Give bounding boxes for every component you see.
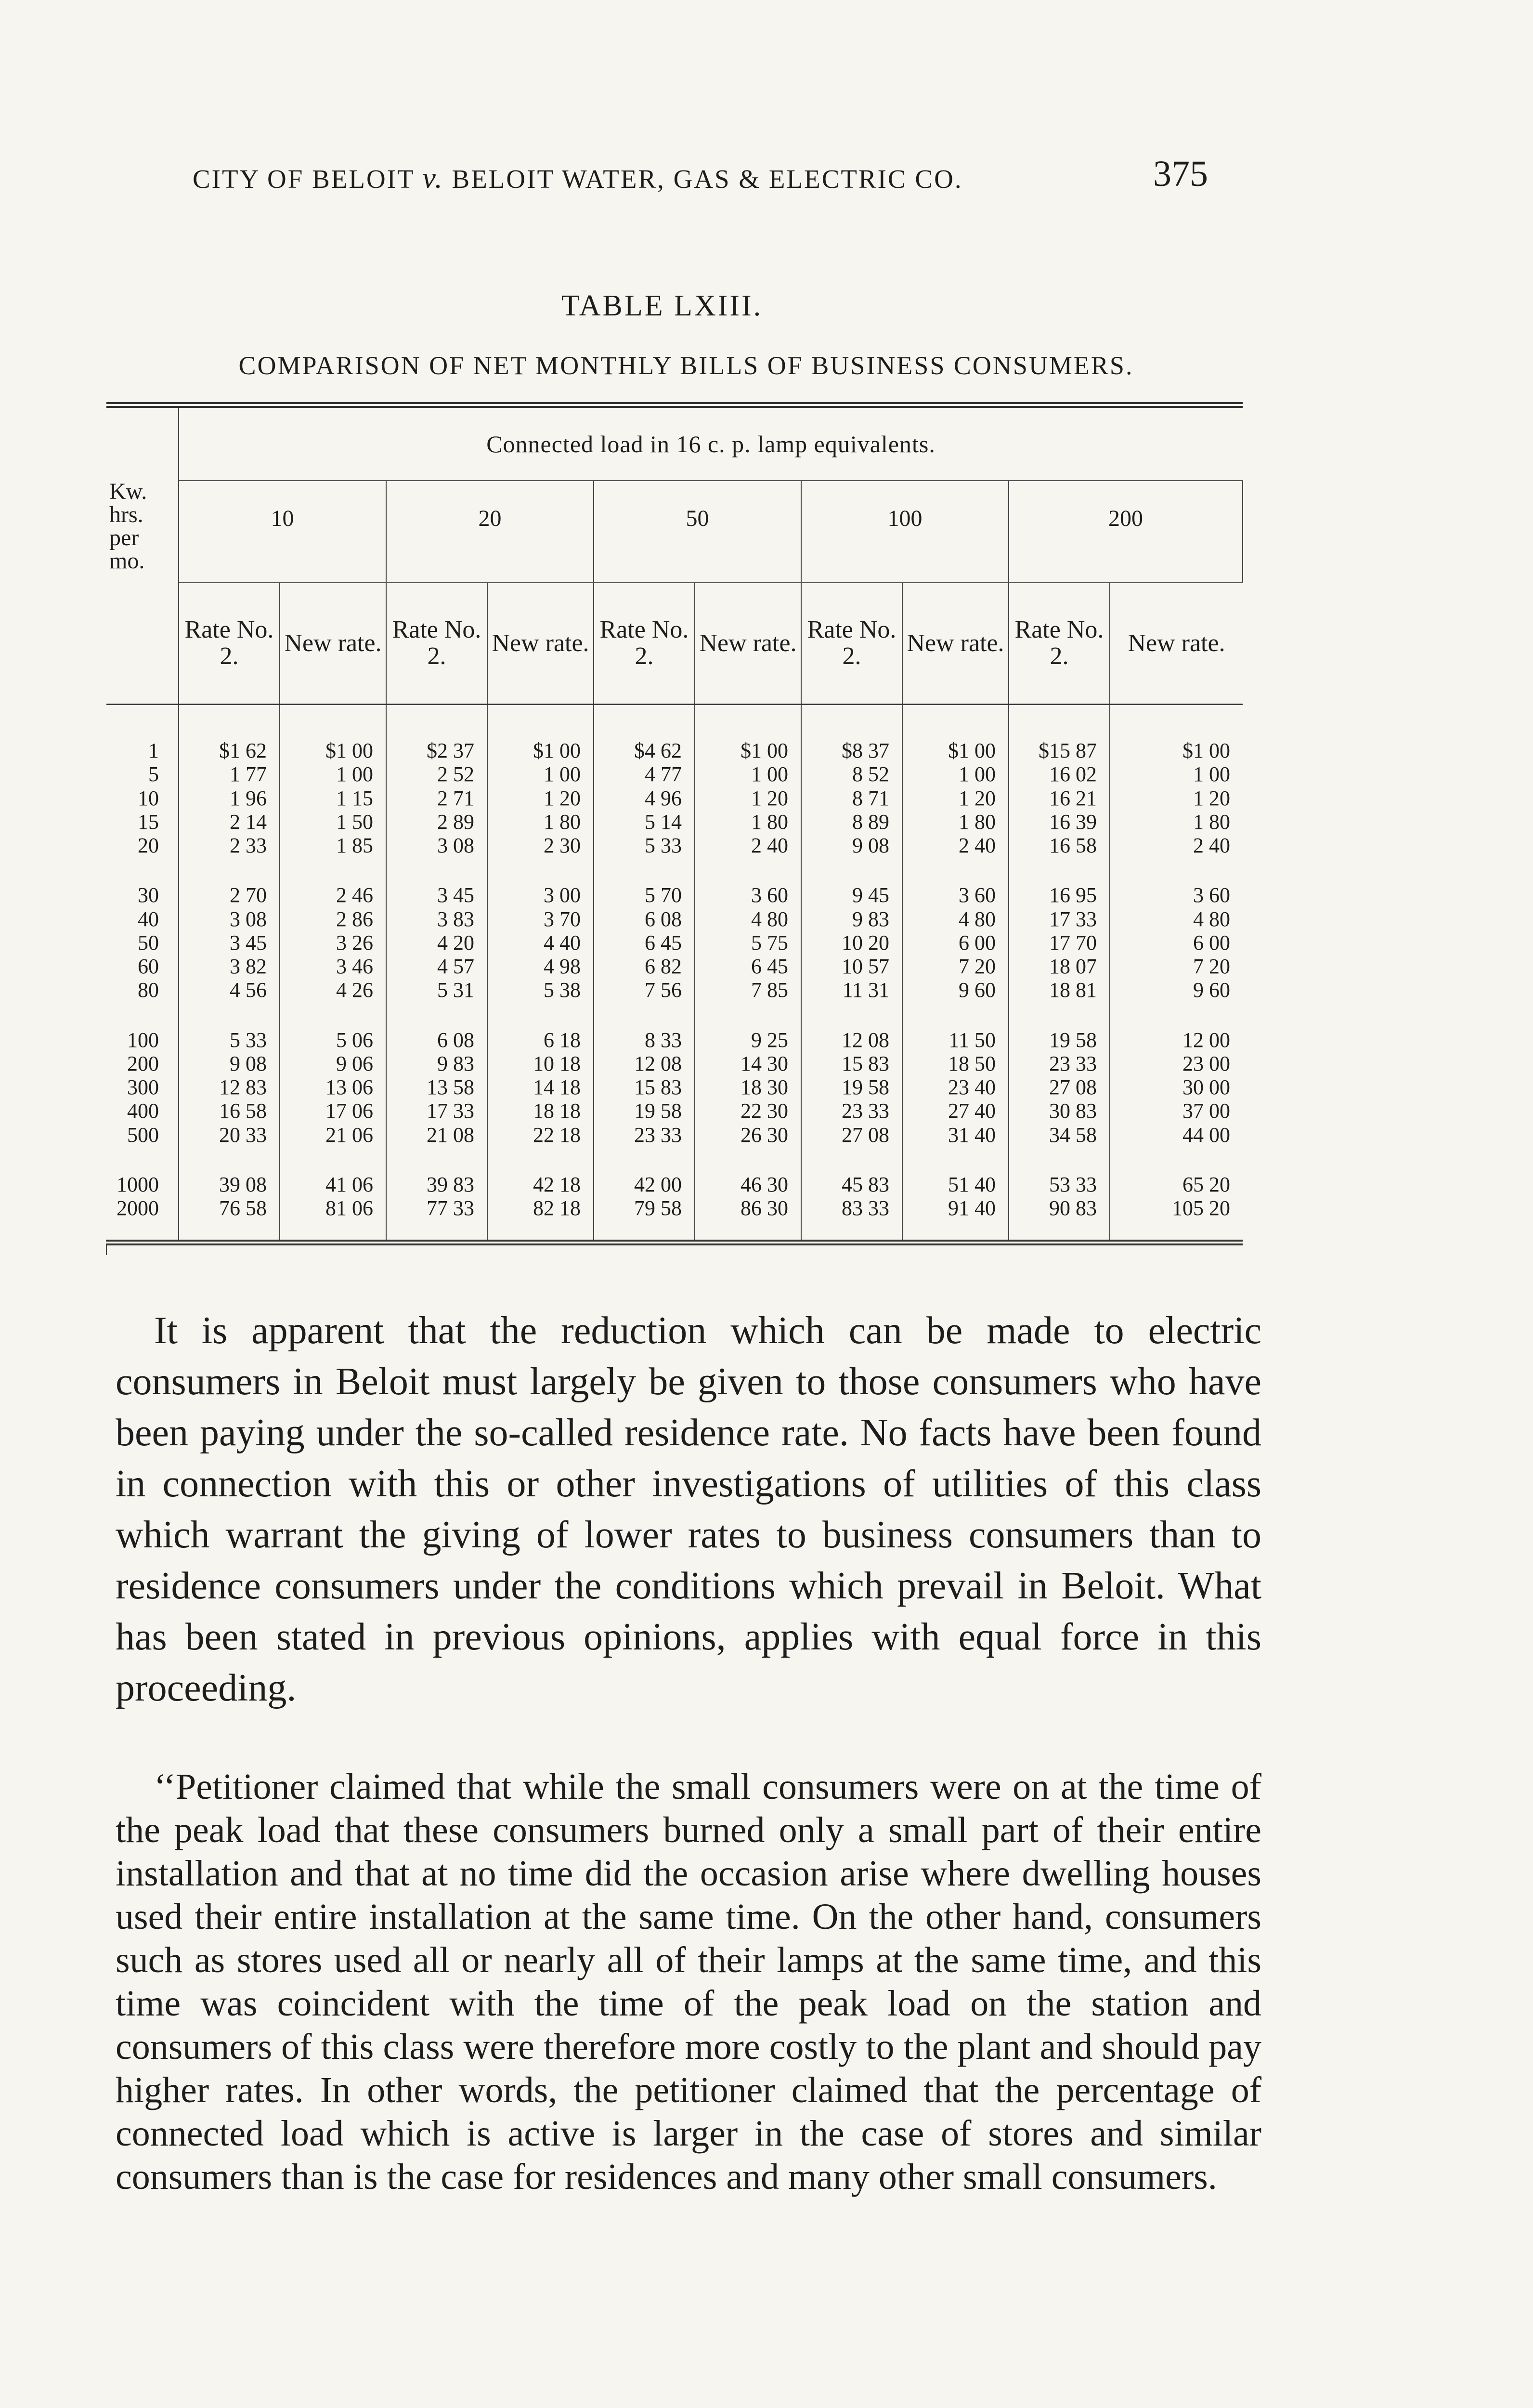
rate-no-2-cell: 9 83: [386, 1052, 487, 1075]
new-rate-cell: 9 25: [695, 1002, 801, 1052]
new-rate-cell: 1 00: [280, 762, 386, 786]
new-rate-cell: 1 20: [1110, 786, 1243, 810]
new-rate-cell: 41 06: [280, 1147, 386, 1196]
rate-no-2-cell: 4 77: [594, 762, 695, 786]
rate-no-2-cell: 10 57: [801, 955, 902, 978]
rate-no-2-cell: 17 33: [1009, 907, 1110, 931]
rate-no-2-cell: 27 08: [801, 1123, 902, 1147]
table-row: [106, 705, 1243, 763]
rate-no-2-cell: 4 96: [594, 786, 695, 810]
rate-no-2-cell: 2 71: [386, 786, 487, 810]
rate-no-2-cell: 8 52: [801, 762, 902, 786]
new-rate-cell: 1 80: [1110, 810, 1243, 834]
new-rate-cell: 9 60: [902, 978, 1009, 1002]
rate-no-2-cell: 17 70: [1009, 931, 1110, 955]
new-rate-cell: 2 40: [1110, 834, 1243, 857]
body-paragraph-1: [116, 1305, 1261, 1714]
rate-no-2-cell: 39 83: [386, 1147, 487, 1196]
new-rate-cell: 2 46: [280, 857, 386, 907]
rate-no-2-cell: 77 33: [386, 1196, 487, 1242]
rate-no-2-cell: 3 08: [386, 834, 487, 857]
table-row: [106, 907, 1243, 931]
rate-no-2-cell: $15 87: [1009, 705, 1110, 763]
new-rate-cell: 1 00: [487, 762, 594, 786]
new-rate-cell: 1 50: [280, 810, 386, 834]
table-row: [106, 1196, 1243, 1242]
rate-no-2-cell: 6 08: [386, 1002, 487, 1052]
new-rate-cell: 4 80: [902, 907, 1009, 931]
rate-no-2-cell: 12 08: [594, 1052, 695, 1075]
new-rate-cell: 65 20: [1110, 1147, 1243, 1196]
new-rate-cell: 4 40: [487, 931, 594, 955]
rate-no-2-cell: 30 83: [1009, 1099, 1110, 1123]
table-row: [106, 931, 1243, 955]
table-row: [106, 1099, 1243, 1123]
running-head-left: CITY OF BELOIT: [193, 164, 423, 194]
rate-no-2-cell: 19 58: [801, 1075, 902, 1099]
new-rate-cell: 82 18: [487, 1196, 594, 1242]
rate-no-2-cell: 6 08: [594, 907, 695, 931]
kw-hrs-cell: 15: [106, 810, 179, 834]
new-rate-header: New rate.: [1110, 583, 1243, 705]
table-row: [106, 1002, 1243, 1052]
new-rate-header: New rate.: [695, 583, 801, 705]
new-rate-cell: 51 40: [902, 1147, 1009, 1196]
new-rate-cell: 23 40: [902, 1075, 1009, 1099]
running-head: [193, 161, 1252, 196]
rate-no-2-cell: 5 14: [594, 810, 695, 834]
new-rate-cell: 2 86: [280, 907, 386, 931]
kw-hrs-cell: 100: [106, 1002, 179, 1052]
rate-no-2-cell: 45 83: [801, 1147, 902, 1196]
rate-no-2-header: Rate No. 2.: [386, 583, 487, 705]
rate-no-2-cell: 2 70: [179, 857, 280, 907]
rate-no-2-cell: 42 00: [594, 1147, 695, 1196]
new-rate-cell: $1 00: [280, 705, 386, 763]
kw-hrs-cell: 20: [106, 834, 179, 857]
rate-no-2-cell: 23 33: [1009, 1052, 1110, 1075]
rate-no-2-cell: 3 08: [179, 907, 280, 931]
rate-no-2-cell: 3 45: [386, 857, 487, 907]
rate-no-2-cell: 17 33: [386, 1099, 487, 1123]
new-rate-cell: 3 60: [695, 857, 801, 907]
rate-no-2-cell: 10 20: [801, 931, 902, 955]
new-rate-cell: 1 00: [695, 762, 801, 786]
new-rate-cell: 22 30: [695, 1099, 801, 1123]
rate-no-2-cell: 1 77: [179, 762, 280, 786]
rate-no-2-cell: 9 08: [801, 834, 902, 857]
new-rate-cell: 7 85: [695, 978, 801, 1002]
rate-no-2-cell: 5 31: [386, 978, 487, 1002]
table-row: [106, 1147, 1243, 1196]
load-header-100: 100: [801, 481, 1009, 583]
table-title: TABLE LXIII.: [561, 289, 763, 322]
new-rate-cell: 3 00: [487, 857, 594, 907]
rate-no-2-cell: 11 31: [801, 978, 902, 1002]
table-row: [106, 1075, 1243, 1099]
new-rate-cell: 1 00: [902, 762, 1009, 786]
rate-no-2-header: Rate No. 2.: [179, 583, 280, 705]
rate-no-2-cell: 3 82: [179, 955, 280, 978]
running-head-right: BELOIT WATER, GAS & ELECTRIC CO.: [443, 164, 963, 194]
table-row: [106, 857, 1243, 907]
kw-hrs-cell: 30: [106, 857, 179, 907]
load-header-20: 20: [386, 481, 594, 583]
kw-hrs-cell: 5: [106, 762, 179, 786]
new-rate-cell: 22 18: [487, 1123, 594, 1147]
new-rate-cell: 1 20: [902, 786, 1009, 810]
rate-no-2-cell: 34 58: [1009, 1123, 1110, 1147]
rate-no-2-cell: 20 33: [179, 1123, 280, 1147]
rate-no-2-cell: $8 37: [801, 705, 902, 763]
new-rate-cell: 5 75: [695, 931, 801, 955]
rate-no-2-cell: 16 58: [1009, 834, 1110, 857]
rate-no-2-cell: 1 96: [179, 786, 280, 810]
new-rate-cell: 4 98: [487, 955, 594, 978]
load-header-200: 200: [1009, 481, 1243, 583]
new-rate-cell: 1 80: [487, 810, 594, 834]
rate-no-2-cell: 53 33: [1009, 1147, 1110, 1196]
new-rate-cell: $1 00: [902, 705, 1009, 763]
kw-hrs-cell: 1: [106, 705, 179, 763]
comparison-table: [106, 402, 1243, 1255]
kw-hrs-cell: 300: [106, 1075, 179, 1099]
new-rate-cell: 4 26: [280, 978, 386, 1002]
rate-no-2-cell: 21 08: [386, 1123, 487, 1147]
new-rate-cell: 81 06: [280, 1196, 386, 1242]
new-rate-cell: 30 00: [1110, 1075, 1243, 1099]
new-rate-cell: 31 40: [902, 1123, 1009, 1147]
new-rate-cell: 7 20: [902, 955, 1009, 978]
new-rate-cell: 26 30: [695, 1123, 801, 1147]
body-paragraph-2: [116, 1765, 1261, 2199]
rate-no-2-cell: 9 83: [801, 907, 902, 931]
rate-no-2-cell: 8 33: [594, 1002, 695, 1052]
rate-no-2-cell: 2 89: [386, 810, 487, 834]
new-rate-header: New rate.: [902, 583, 1009, 705]
rate-no-2-cell: 18 07: [1009, 955, 1110, 978]
new-rate-cell: 37 00: [1110, 1099, 1243, 1123]
new-rate-cell: 10 18: [487, 1052, 594, 1075]
new-rate-cell: 5 06: [280, 1002, 386, 1052]
rate-no-2-cell: $1 62: [179, 705, 280, 763]
rate-no-2-header: Rate No. 2.: [801, 583, 902, 705]
new-rate-cell: 2 40: [695, 834, 801, 857]
rate-no-2-cell: 76 58: [179, 1196, 280, 1242]
new-rate-cell: 4 80: [695, 907, 801, 931]
rate-no-2-cell: 12 83: [179, 1075, 280, 1099]
rate-no-2-cell: 15 83: [594, 1075, 695, 1099]
rate-no-2-cell: 16 21: [1009, 786, 1110, 810]
rate-no-2-cell: 5 33: [594, 834, 695, 857]
new-rate-cell: 1 00: [1110, 762, 1243, 786]
kw-hrs-cell: 60: [106, 955, 179, 978]
new-rate-cell: 6 18: [487, 1002, 594, 1052]
new-rate-cell: 6 00: [902, 931, 1009, 955]
new-rate-cell: 6 45: [695, 955, 801, 978]
new-rate-cell: 86 30: [695, 1196, 801, 1242]
table-row: [106, 1052, 1243, 1075]
rate-no-2-cell: 2 52: [386, 762, 487, 786]
rate-no-2-cell: 23 33: [801, 1099, 902, 1123]
rate-no-2-cell: 16 39: [1009, 810, 1110, 834]
new-rate-cell: 18 18: [487, 1099, 594, 1123]
new-rate-cell: 46 30: [695, 1147, 801, 1196]
new-rate-cell: 2 40: [902, 834, 1009, 857]
new-rate-cell: 4 80: [1110, 907, 1243, 931]
kw-hrs-cell: 40: [106, 907, 179, 931]
new-rate-cell: 17 06: [280, 1099, 386, 1123]
rate-no-2-cell: 19 58: [594, 1099, 695, 1123]
table-row: [106, 955, 1243, 978]
new-rate-cell: 1 20: [695, 786, 801, 810]
rate-no-2-cell: 15 83: [801, 1052, 902, 1075]
rate-no-2-cell: 19 58: [1009, 1002, 1110, 1052]
rate-no-2-cell: 8 71: [801, 786, 902, 810]
table-row: [106, 978, 1243, 1002]
rate-no-2-cell: 83 33: [801, 1196, 902, 1242]
kw-hrs-cell: 400: [106, 1099, 179, 1123]
rate-no-2-cell: 39 08: [179, 1147, 280, 1196]
rate-no-2-cell: 9 45: [801, 857, 902, 907]
rate-no-2-cell: 6 45: [594, 931, 695, 955]
kw-hrs-cell: 50: [106, 931, 179, 955]
rate-no-2-cell: 4 20: [386, 931, 487, 955]
new-rate-cell: 9 60: [1110, 978, 1243, 1002]
new-rate-cell: 42 18: [487, 1147, 594, 1196]
new-rate-cell: 3 60: [1110, 857, 1243, 907]
rate-no-2-cell: 4 57: [386, 955, 487, 978]
table-body: [106, 705, 1243, 1243]
rate-no-2-cell: 9 08: [179, 1052, 280, 1075]
rate-no-2-cell: $2 37: [386, 705, 487, 763]
rate-no-2-cell: 3 45: [179, 931, 280, 955]
new-rate-cell: $1 00: [487, 705, 594, 763]
load-header-10: 10: [179, 481, 386, 583]
new-rate-cell: 14 18: [487, 1075, 594, 1099]
new-rate-cell: 13 06: [280, 1075, 386, 1099]
table-row: [106, 810, 1243, 834]
kw-hrs-cell: 1000: [106, 1147, 179, 1196]
new-rate-cell: 21 06: [280, 1123, 386, 1147]
new-rate-cell: 1 15: [280, 786, 386, 810]
table-subtitle: COMPARISON OF NET MONTHLY BILLS OF BUSINESS CONSUMERS.: [238, 351, 1134, 380]
paragraph-text: It is apparent that the reduction which can be made to electric consumers in Beloit must largely be given to those consumers who have been paying under the so-called residence rate. No facts have been found in connection with this or other investigations of utilities of this class which warrant the giving of lower rates to business consumers than to residence consumers under the conditions which prevail in Beloit. What has been stated in previous opinions, applies with equal force in this proceeding.: [116, 1309, 1261, 1709]
new-rate-cell: 5 38: [487, 978, 594, 1002]
new-rate-cell: 1 20: [487, 786, 594, 810]
new-rate-cell: 7 20: [1110, 955, 1243, 978]
new-rate-cell: 27 40: [902, 1099, 1009, 1123]
rate-no-2-cell: 5 70: [594, 857, 695, 907]
rate-no-2-cell: 4 56: [179, 978, 280, 1002]
new-rate-header: New rate.: [487, 583, 594, 705]
rate-no-2-cell: 23 33: [594, 1123, 695, 1147]
new-rate-cell: $1 00: [1110, 705, 1243, 763]
load-header-50: 50: [594, 481, 801, 583]
table-row: [106, 786, 1243, 810]
rate-no-2-cell: 79 58: [594, 1196, 695, 1242]
new-rate-cell: 3 70: [487, 907, 594, 931]
new-rate-cell: 3 26: [280, 931, 386, 955]
rate-no-2-cell: 27 08: [1009, 1075, 1110, 1099]
rate-no-2-cell: $4 62: [594, 705, 695, 763]
new-rate-cell: 9 06: [280, 1052, 386, 1075]
kw-hrs-cell: 10: [106, 786, 179, 810]
rate-no-2-header: Rate No. 2.: [594, 583, 695, 705]
new-rate-header: New rate.: [280, 583, 386, 705]
kw-hrs-cell: 2000: [106, 1196, 179, 1242]
connected-load-header: Connected load in 16 c. p. lamp equivalents.: [179, 405, 1243, 481]
rate-no-2-cell: 90 83: [1009, 1196, 1110, 1242]
kw-hrs-cell: 200: [106, 1052, 179, 1075]
rate-no-2-cell: 18 81: [1009, 978, 1110, 1002]
table-row: [106, 834, 1243, 857]
rate-no-2-cell: 12 08: [801, 1002, 902, 1052]
rate-no-2-cell: 5 33: [179, 1002, 280, 1052]
new-rate-cell: 1 85: [280, 834, 386, 857]
new-rate-cell: 18 30: [695, 1075, 801, 1099]
new-rate-cell: 91 40: [902, 1196, 1009, 1242]
table-row: [106, 1123, 1243, 1147]
kw-hrs-header: Kw. hrs. per mo.: [106, 405, 179, 705]
rate-no-2-cell: 13 58: [386, 1075, 487, 1099]
rate-no-2-cell: 8 89: [801, 810, 902, 834]
table-bottom-rule: [106, 1243, 1243, 1255]
rate-no-2-header: Rate No. 2.: [1009, 583, 1110, 705]
new-rate-cell: 1 80: [695, 810, 801, 834]
rate-no-2-cell: 2 14: [179, 810, 280, 834]
rate-no-2-cell: 7 56: [594, 978, 695, 1002]
new-rate-cell: 11 50: [902, 1002, 1009, 1052]
new-rate-cell: 3 60: [902, 857, 1009, 907]
table-row: [106, 762, 1243, 786]
new-rate-cell: 6 00: [1110, 931, 1243, 955]
new-rate-cell: 2 30: [487, 834, 594, 857]
running-head-versus: v.: [422, 162, 444, 195]
kw-hrs-cell: 80: [106, 978, 179, 1002]
rate-no-2-cell: 16 02: [1009, 762, 1110, 786]
new-rate-cell: 14 30: [695, 1052, 801, 1075]
new-rate-cell: 3 46: [280, 955, 386, 978]
new-rate-cell: $1 00: [695, 705, 801, 763]
new-rate-cell: 18 50: [902, 1052, 1009, 1075]
new-rate-cell: 105 20: [1110, 1196, 1243, 1242]
rate-no-2-cell: 6 82: [594, 955, 695, 978]
rate-no-2-cell: 2 33: [179, 834, 280, 857]
kw-hrs-cell: 500: [106, 1123, 179, 1147]
new-rate-cell: 44 00: [1110, 1123, 1243, 1147]
paragraph-text: ‘‘Petitioner claimed that while the small consumers were on at the time of the peak load that these consumers burned only a small part of their entire installation and that at no time did the occasion arise where dwelling houses used their entire installation at the same time. On the other hand, consumers such as stores used all or nearly all of their lamps at the same time, and this time was coincident with the time of the peak load on the station and consumers of this class were therefore more costly to the plant and should pay higher rates. In other words, the petitioner claimed that the percentage of connected load which is active is larger in the case of stores and similar consumers than is the case for residences and many other small consumers.: [116, 1767, 1261, 2197]
new-rate-cell: 12 00: [1110, 1002, 1243, 1052]
rate-no-2-cell: 16 95: [1009, 857, 1110, 907]
rate-no-2-cell: 16 58: [179, 1099, 280, 1123]
new-rate-cell: 1 80: [902, 810, 1009, 834]
page-number: 375: [1153, 154, 1208, 194]
new-rate-cell: 23 00: [1110, 1052, 1243, 1075]
rate-no-2-cell: 3 83: [386, 907, 487, 931]
